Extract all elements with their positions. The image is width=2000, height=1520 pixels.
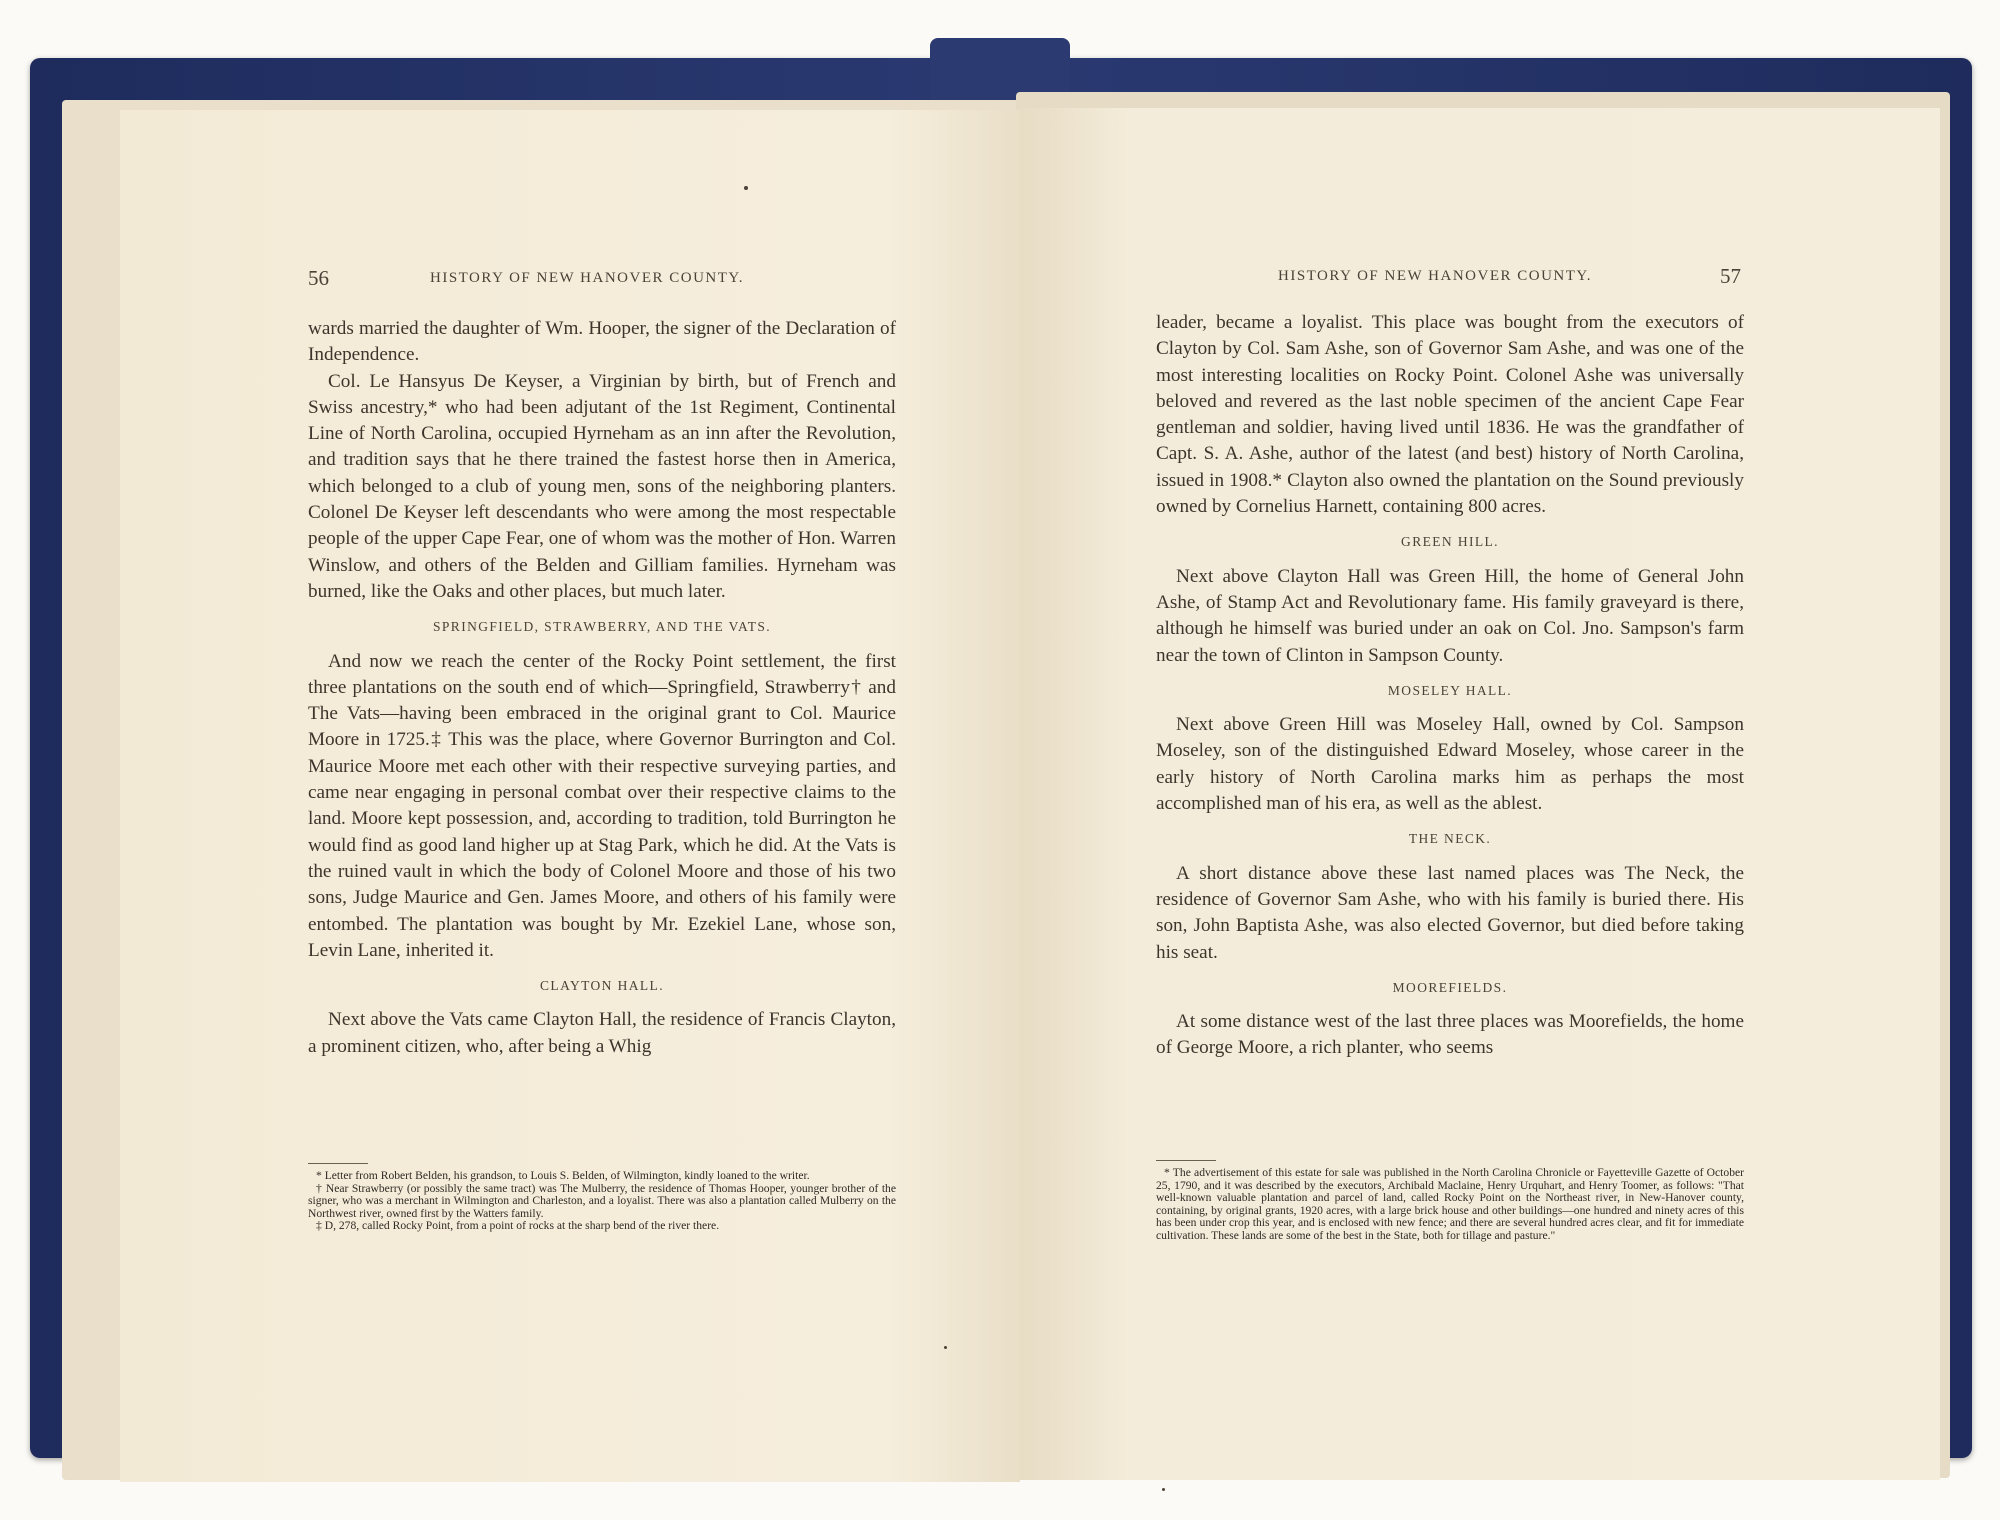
paragraph: wards married the daughter of Wm. Hooper, the signer of the Declaration of Independence. xyxy=(308,318,896,366)
body-text xyxy=(1156,310,1744,1062)
section-heading: GREEN HILL. xyxy=(1401,534,1499,550)
paragraph: Next above the Vats came Clayton Hall, the residence of Francis Clayton, a prominent citizen, who, after being a Whig xyxy=(308,1009,896,1057)
ink-speck xyxy=(1162,1488,1165,1491)
footnote-rule xyxy=(1156,1160,1216,1161)
footnote: * Letter from Robert Belden, his grandson, to Louis S. Belden, of Wilmington, kindly loaned to the writer. xyxy=(316,1169,810,1182)
page-number: 57 xyxy=(1720,264,1741,288)
paragraph: leader, became a loyalist. This place was bought from the executors of Clayton by Col. Sam Ashe, son of Governor Sam Ashe, and was one of the most interesting localities on Rocky Point. Colonel Ashe was universally beloved and revered as the last noble specimen of the ancient Cape Fear gentleman and soldier, having lived until 1836. He was the grandfather of Capt. S. A. Ashe, author of the latest (and best) history of North Carolina, issued in 1908.* Clayton also owned the plantation on the Sound previously owned by Cornelius Harnett, containing 800 acres. xyxy=(1156,312,1744,518)
footnote: * The advertisement of this estate for sale was published in the North Carolina Chronicle or Fayetteville Gazette of October 25, 1790, and it was described by the executors, Archibald Maclaine, Henry Urquhart, and Henry Toomer, as follows: "That well-known valuable plantation and parcel of land, called Rocky Point on the Northeast river, in New-Hanover county, containing, by original grants, 1920 acres, with a large brick house and other buildings—one hundred and ninety acres of this has been under crop this year, and is enclosed with new fence; and there are several hundred acres clear, and fit for immediate cultivation. These lands are some of the best in the State, both for tillage and pasture." xyxy=(1156,1166,1744,1242)
section-heading: MOOREFIELDS. xyxy=(1392,979,1508,995)
right-page xyxy=(1020,108,1940,1480)
section-heading: MOSELEY HALL. xyxy=(1387,682,1513,698)
footnote: ‡ D, 278, called Rocky Point, from a point of rocks at the sharp bend of the river there. xyxy=(316,1219,720,1233)
paragraph: And now we reach the center of the Rocky Point settlement, the first three plantations on the south end of which—Springfield, Strawberry† and The Vats—having been embraced in the original grant to Col. Maurice Moore in 1725.‡ This was the place, where Governor Burrington and Col. Maurice Moore met each other with their respective surveying parties, and came near engaging in personal combat over their respective claims to the land. Moore kept possession, and, according to tradition, told Burrington he would find as good land higher up at Stag Park, which he did. At the Vats is the ruined vault in which the body of Colonel Moore and those of his two sons, Judge Maurice and Gen. James Moore, and others of his family were entombed. The plantation was bought by Mr. Ezekiel Lane, whose son, Levin Lane, inherited it. xyxy=(308,650,896,961)
footnotes xyxy=(308,1163,896,1233)
running-head: HISTORY OF NEW HANOVER COUNTY. xyxy=(430,270,745,286)
ink-speck xyxy=(944,1346,947,1349)
footnotes xyxy=(1156,1160,1744,1243)
paragraph: Next above Clayton Hall was Green Hill, the home of General John Ashe, of Stamp Act and Revolutionary fame. His family graveyard is there, although he himself was buried under an oak on Col. Jno. Sampson's farm near the town of Clinton in Sampson County. xyxy=(1156,565,1744,666)
section-heading: SPRINGFIELD, STRAWBERRY, AND THE VATS. xyxy=(432,619,772,635)
left-page xyxy=(120,110,1020,1482)
paragraph: Col. Le Hansyus De Keyser, a Virginian by birth, but of French and Swiss ancestry,* who had been adjutant of the 1st Regiment, Continental Line of North Carolina, occupied Hyrneham as an inn after the Revolution, and tradition says that he there trained the fastest horse then in America, which belonged to a club of young men, sons of the neighboring planters. Colonel De Keyser left descendants who were among the most respectable people of the upper Cape Fear, one of whom was the mother of Hon. Warren Winslow, and others of the Belden and Gilliam families. Hyrneham was burned, like the Oaks and other places, but much later. xyxy=(308,370,896,602)
section-heading: CLAYTON HALL. xyxy=(540,978,664,994)
footnote-rule xyxy=(308,1163,368,1164)
ink-speck xyxy=(744,186,748,190)
paragraph: At some distance west of the last three places was Moorefields, the home of George Moore, a rich planter, who seems xyxy=(1156,1011,1744,1059)
paragraph: Next above Green Hill was Moseley Hall, owned by Col. Sampson Moseley, son of the distinguished Edward Moseley, whose career in the early history of North Carolina marks him as perhaps the most accomplished man of his era, as well as the ablest. xyxy=(1156,714,1744,815)
page-number: 56 xyxy=(308,266,329,290)
body-text xyxy=(308,316,896,1060)
paragraph: A short distance above these last named places was The Neck, the residence of Governor Sam Ashe, who with his family is buried there. His son, John Baptista Ashe, was also elected Governor, but died before taking his seat. xyxy=(1156,862,1744,963)
footnote: † Near Strawberry (or possibly the same tract) was The Mulberry, the residence of Thomas Hooper, younger brother of the signer, who was a merchant in Wilmington and Charleston, and a loyalist. There was also a plantation called Mulberry on the Northwest river, owned first by the Watters family. xyxy=(308,1181,896,1220)
section-heading: THE NECK. xyxy=(1408,831,1492,847)
running-head: HISTORY OF NEW HANOVER COUNTY. xyxy=(1278,268,1593,284)
